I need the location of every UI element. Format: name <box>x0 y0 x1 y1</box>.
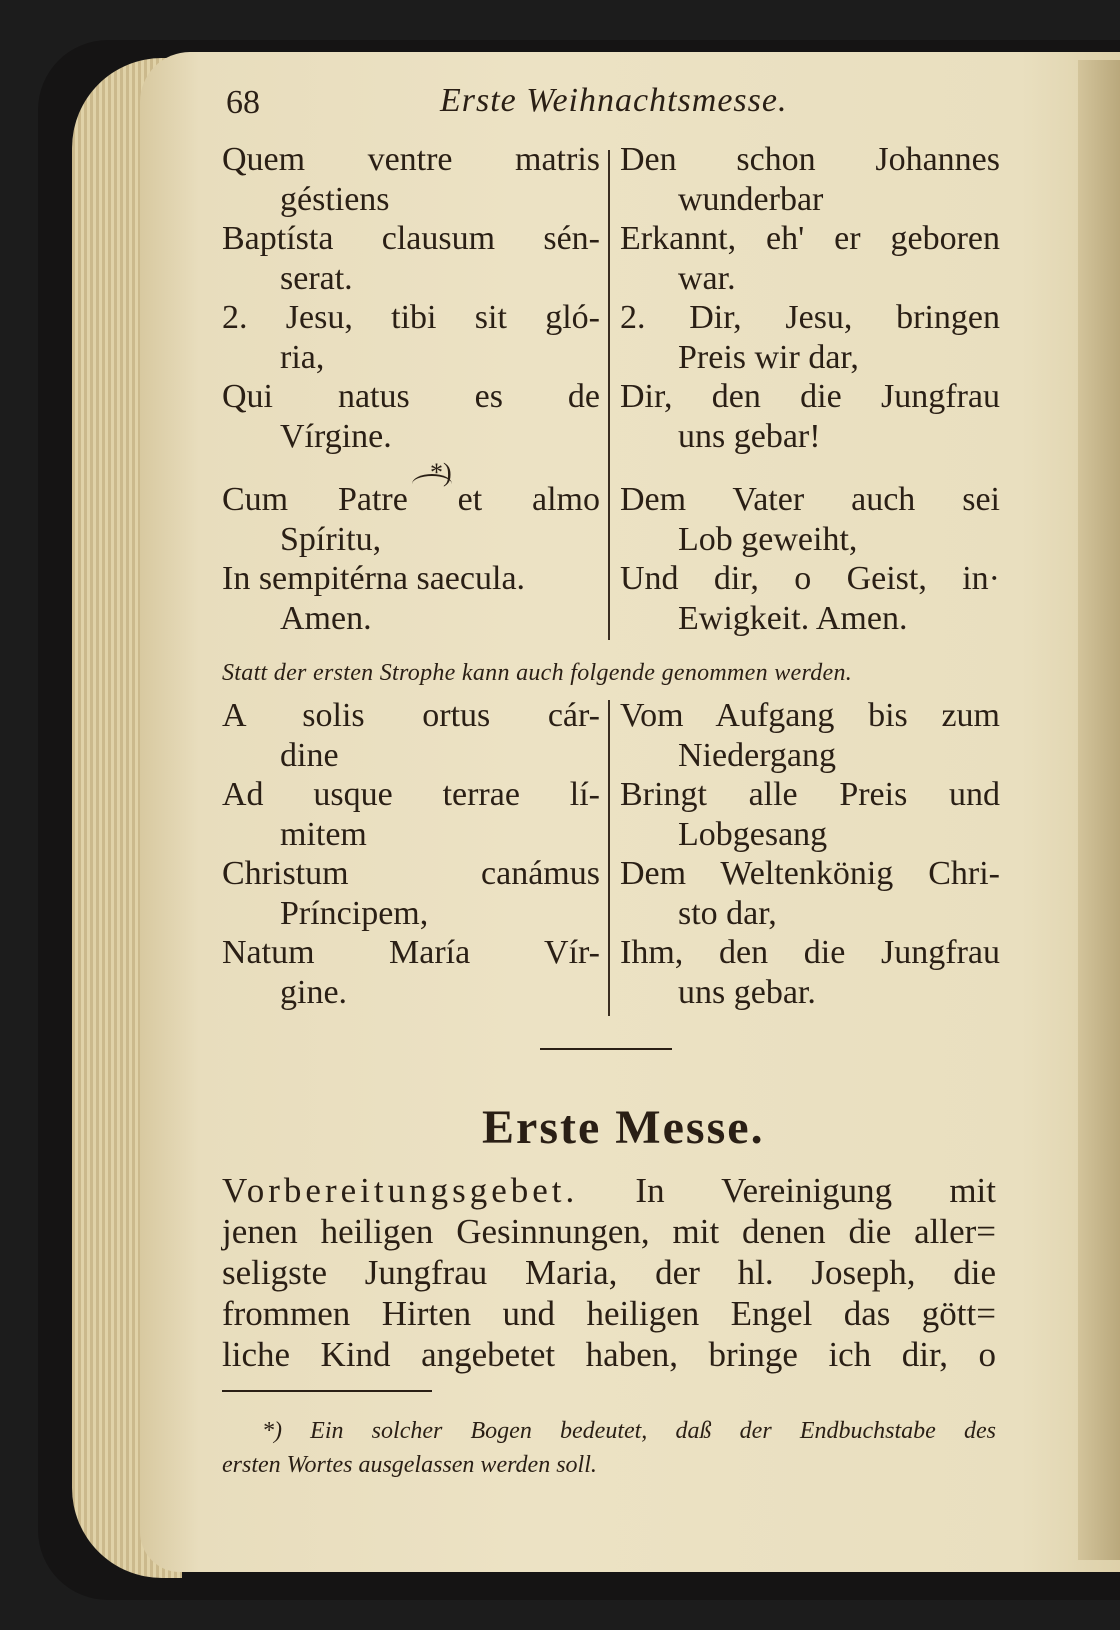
section-title: Erste Messe. <box>482 1101 765 1154</box>
verse-line: Erkannt, eh' er geboren <box>620 220 1000 257</box>
rubric-note: Statt der ersten Strophe kann auch folgende genommen werden. <box>222 660 853 686</box>
verse-line: Baptísta clausum sén- <box>222 220 600 257</box>
footnote <box>222 1414 996 1482</box>
hymn2-german <box>620 696 1000 1012</box>
verse-line: Dem Weltenkönig Chri- <box>620 855 1000 892</box>
verse-line: serat. <box>280 259 353 297</box>
running-title: Erste Weihnachtsmesse. <box>440 82 788 119</box>
prayer-paragraph <box>222 1170 996 1375</box>
verse-line: Christum canámus <box>222 855 600 892</box>
footnote-marker: *) <box>430 458 452 487</box>
verse-line: Qui natus es de <box>222 378 600 415</box>
column-divider <box>608 700 610 1016</box>
verse-line: Lob geweiht, <box>678 520 858 558</box>
verse-line: gine. <box>280 973 348 1011</box>
verse-line: Bringt alle Preis und <box>620 776 1000 813</box>
verse-line: géstiens <box>280 180 390 218</box>
verse-line: Preis wir dar, <box>678 338 859 376</box>
column-divider <box>608 150 610 640</box>
verse-line: Vom Aufgang bis zum <box>620 697 1000 734</box>
prayer-line: frommen Hirten und heiligen Engel das gött= <box>222 1294 996 1333</box>
footnote-line: ersten Wortes ausgelassen werden soll. <box>222 1452 597 1478</box>
prayer-text: In Vereinigung mit <box>635 1171 996 1210</box>
verse-line: 2. Dir, Jesu, bringen <box>620 299 1000 336</box>
verse-line: Ewigkeit. Amen. <box>678 599 908 637</box>
prayer-line <box>222 1170 996 1211</box>
prayer-line: seligste Jungfrau Maria, der hl. Joseph, die <box>222 1253 996 1292</box>
verse-line: wunderbar <box>678 180 824 218</box>
verse-line: dine <box>280 736 339 774</box>
verse-line: Niedergang <box>678 736 836 774</box>
page-number: 68 <box>226 84 260 121</box>
verse-line: Ad usque terrae lí- <box>222 776 600 813</box>
section-divider <box>540 1048 672 1050</box>
verse-line: Dem Vater auch sei <box>620 481 1000 518</box>
verse-line: sto dar, <box>678 894 777 932</box>
verse-line: Ihm, den die Jungfrau <box>620 934 1000 971</box>
verse-line: uns gebar! <box>678 417 821 455</box>
footnote-rule <box>222 1390 432 1392</box>
verse-line: A solis ortus cár- <box>222 697 600 734</box>
verse-line: ria, <box>280 338 325 376</box>
footnote-line: *) Ein solcher Bogen bedeutet, daß der Endbuchstabe des <box>262 1418 996 1444</box>
hymn2-latin <box>222 696 600 1012</box>
verse-line: mitem <box>280 815 367 853</box>
page-gutter <box>1078 60 1120 1560</box>
verse-line: uns gebar. <box>678 973 816 1011</box>
prayer-line: jenen heiligen Gesinnungen, mit denen die aller= <box>222 1212 996 1251</box>
prayer-heading: Vorbereitungsgebet. <box>222 1171 579 1210</box>
verse-line: Lobgesang <box>678 815 828 853</box>
verse-line: Natum María Vír- <box>222 934 600 971</box>
prayer-line: liche Kind angebetet haben, bringe ich dir, o <box>222 1335 996 1374</box>
hymn1-latin <box>222 140 600 638</box>
verse-line: Und dir, o Geist, in· <box>620 560 1000 597</box>
verse-line: Dir, den die Jungfrau <box>620 378 1000 415</box>
hymn1-german <box>620 140 1000 638</box>
verse-line: Amen. <box>280 599 372 637</box>
verse-line: Den schon Johannes <box>620 141 1000 178</box>
verse-line: Cum Patre et almo <box>222 481 600 518</box>
verse-line: Príncipem, <box>280 894 429 932</box>
verse-line: Spíritu, <box>280 520 382 558</box>
verse-line: Vírgine. <box>280 417 392 455</box>
verse-line: 2. Jesu, tibi sit gló- <box>222 299 600 336</box>
verse-line: war. <box>678 259 736 297</box>
verse-line: In sempitérna saecula. <box>222 560 526 597</box>
verse-line: Quem ventre matris <box>222 141 600 178</box>
